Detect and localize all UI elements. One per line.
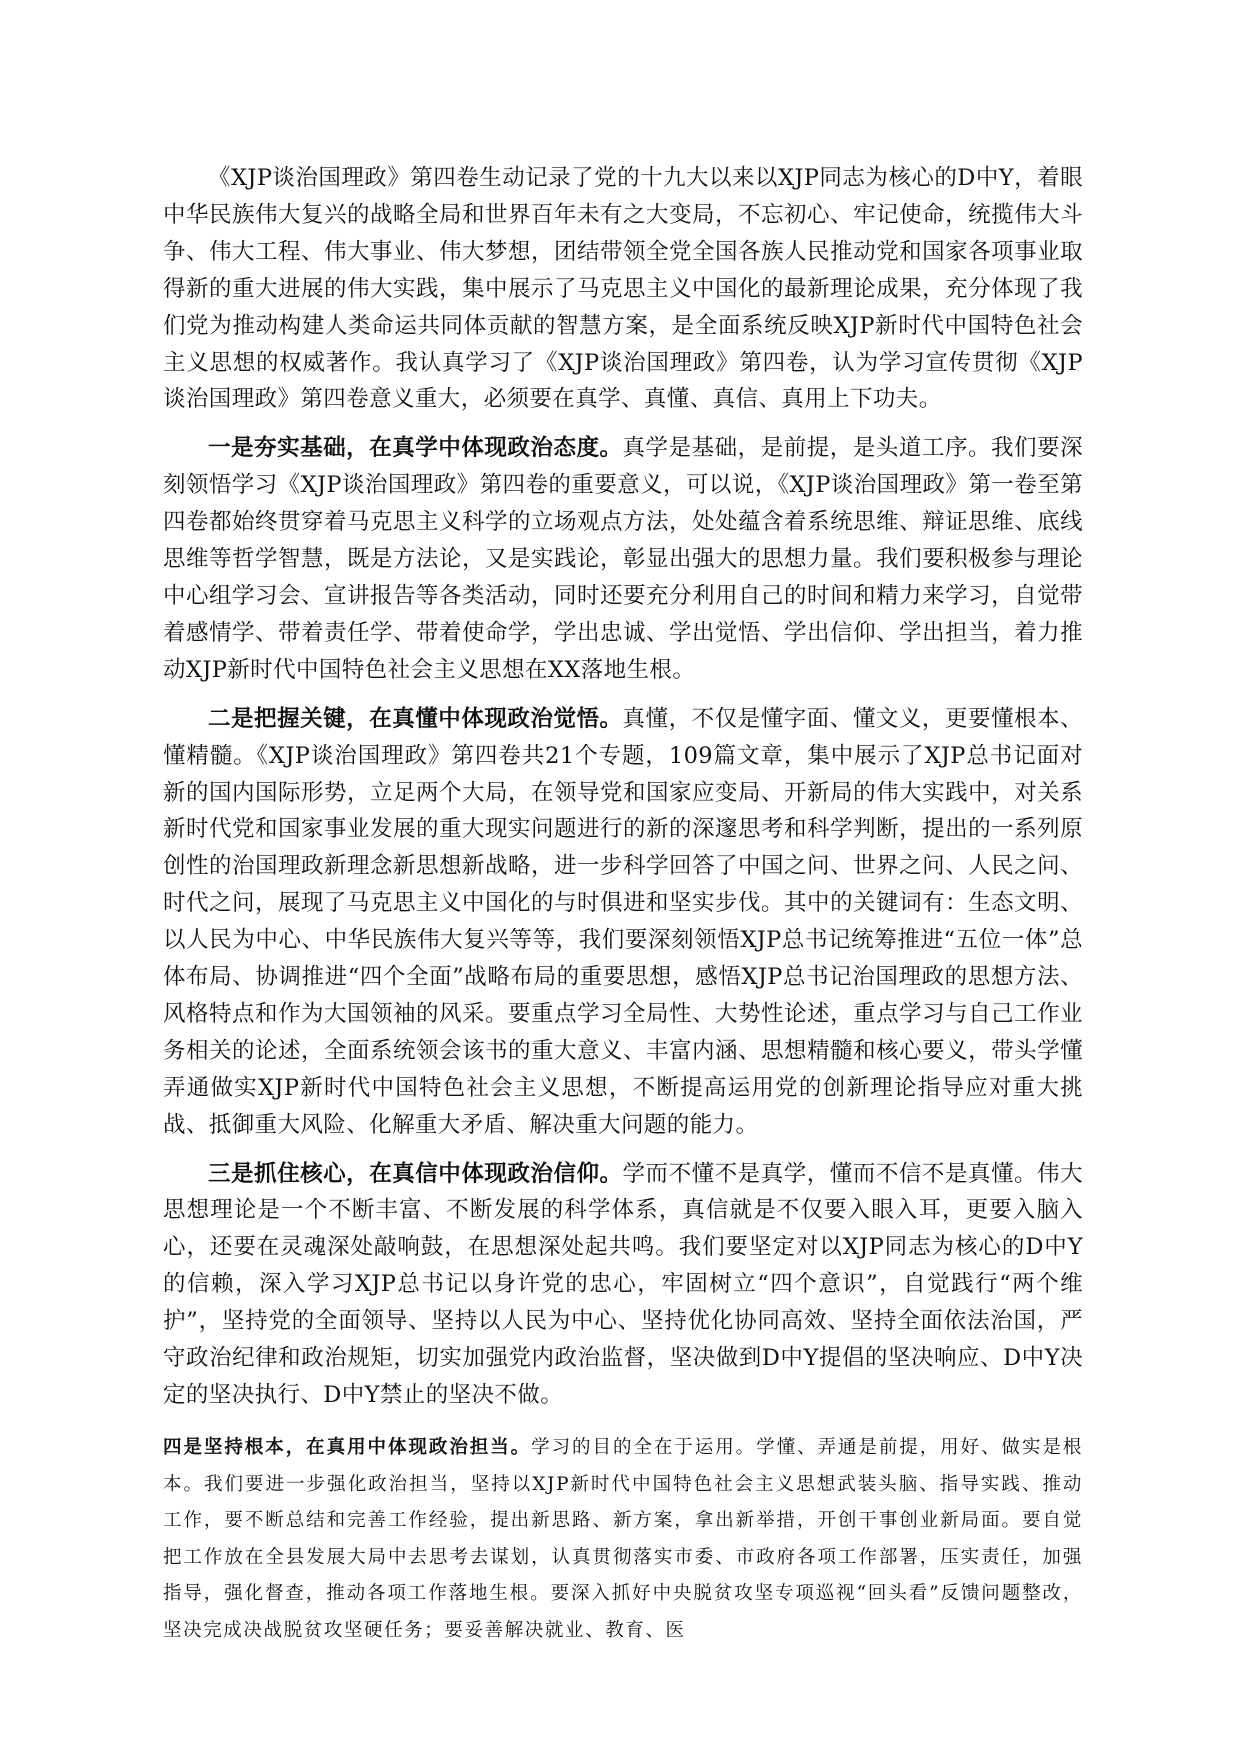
section-two-paragraph bbox=[163, 701, 1083, 1144]
paragraph-text: 学而不懂不是真学，懂而不信不是真懂。伟大思想理论是一个不断丰富、不断发展的科学体系，真信就是不仅要入眼入耳，更要入脑入心，还要在灵魂深处敲响鼓，在思想深处起共鸣。我们要坚定对以XJP同志为核心的D中Y的信赖，深入学习XJP总书记以身许党的忠心，牢固树立“四个意识”，自觉践行“两个维护”，坚持党的全面领导、坚持以人民为中心、坚持优化协同高效、坚持全面依法治国，严守政治纪律和政治规矩，切实加强党内政治监督，坚决做到D中Y提倡的坚决响应、D中Y决定的坚决执行、D中Y禁止的坚决不做。 bbox=[163, 1160, 1083, 1408]
paragraph-text: 真懂，不仅是懂字面、懂文义，更要懂根本、懂精髓。《XJP谈治国理政》第四卷共21个专题，109篇文章，集中展示了XJP总书记面对新的国内国际形势，立足两个大局，在领导党和国家应变局、开新局的伟大实践中，对关系新时代党和国家事业发展的重大现实问题进行的新的深邃思考和科学判断，提出的一系列原创性的治国理政新理念新思想新战略，进一步科学回答了中国之问、世界之问、人民之问、时代之问，展现了马克思主义中国化的与时俱进和坚实步伐。其中的关键词有：生态文明、以人民为中心、中华民族伟大复兴等等，我们要深刻领悟XJP总书记统筹推进“五位一体”总体布局、协调推进“四个全面”战略布局的重要思想，感悟XJP总书记治国理政的思想方法、风格特点和作为大国领袖的风采。要重点学习全局性、大势性论述，重点学习与自己工作业务相关的论述，全面系统领会该书的重大意义、丰富内涵、思想精髓和核心要义，带头学懂弄通做实XJP新时代中国特色社会主义思想，不断提高运用党的创新理论指导应对重大挑战、抵御重大风险、化解重大矛盾、解决重大问题的能力。 bbox=[163, 705, 1083, 1138]
paragraph-text: 学习的目的全在于运用。学懂、弄通是前提，用好、做实是根本。我们要进一步强化政治担当，坚持以XJP新时代中国特色社会主义思想武装头脑、指导实践、推动工作，要不断总结和完善工作经验，提出新思路、新方案，拿出新举措，开创干事创业新局面。要自觉把工作放在全县发展大局中去思考去谋划，认真贯彻落实市委、市政府各项工作部署，压实责任，加强指导，强化督查，推动各项工作落地生根。要深入抓好中央脱贫攻坚专项巡视“回头看”反馈问题整改，坚决完成决战脱贫攻坚硬任务；要妥善解决就业、教育、医 bbox=[163, 1436, 1083, 1641]
paragraph-text: 《XJP谈治国理政》第四卷生动记录了党的十九大以来以XJP同志为核心的D中Y，着眼中华民族伟大复兴的战略全局和世界百年未有之大变局，不忘初心、牢记使命，统揽伟大斗争、伟大工程、伟大事业、伟大梦想，团结带领全党全国各族人民推动党和国家各项事业取得新的重大进展的伟大实践，集中展示了马克思主义中国化的最新理论成果，充分体现了我们党为推动构建人类命运共同体贡献的智慧方案，是全面系统反映XJP新时代中国特色社会主义思想的权威著作。我认真学习了《XJP谈治国理政》第四卷，认为学习宣传贯彻《XJP谈治国理政》第四卷意义重大，必须要在真学、真懂、真信、真用上下功夫。 bbox=[163, 165, 1083, 413]
section-one-paragraph bbox=[163, 430, 1083, 688]
document-page bbox=[163, 160, 1083, 1649]
section-three-heading: 三是抓住核心，在真信中体现政治信仰。 bbox=[208, 1160, 623, 1187]
section-four-heading: 四是坚持根本，在真用中体现政治担当。 bbox=[163, 1436, 532, 1458]
section-three-paragraph bbox=[163, 1156, 1083, 1414]
section-four-paragraph bbox=[163, 1430, 1083, 1650]
intro-paragraph bbox=[163, 160, 1083, 418]
section-one-heading: 一是夯实基础，在真学中体现政治态度。 bbox=[208, 435, 623, 462]
paragraph-text: 真学是基础，是前提，是头道工序。我们要深刻领悟学习《XJP谈治国理政》第四卷的重要意义，可以说，《XJP谈治国理政》第一卷至第四卷都始终贯穿着马克思主义科学的立场观点方法，处处蕴含着系统思维、辩证思维、底线思维等哲学智慧，既是方法论，又是实践论，彰显出强大的思想力量。我们要积极参与理论中心组学习会、宣讲报告等各类活动，同时还要充分利用自己的时间和精力来学习，自觉带着感情学、带着责任学、带着使命学，学出忠诚、学出觉悟、学出信仰、学出担当，着力推动XJP新时代中国特色社会主义思想在XX落地生根。 bbox=[163, 435, 1083, 683]
section-two-heading: 二是把握关键，在真懂中体现政治觉悟。 bbox=[208, 705, 623, 732]
